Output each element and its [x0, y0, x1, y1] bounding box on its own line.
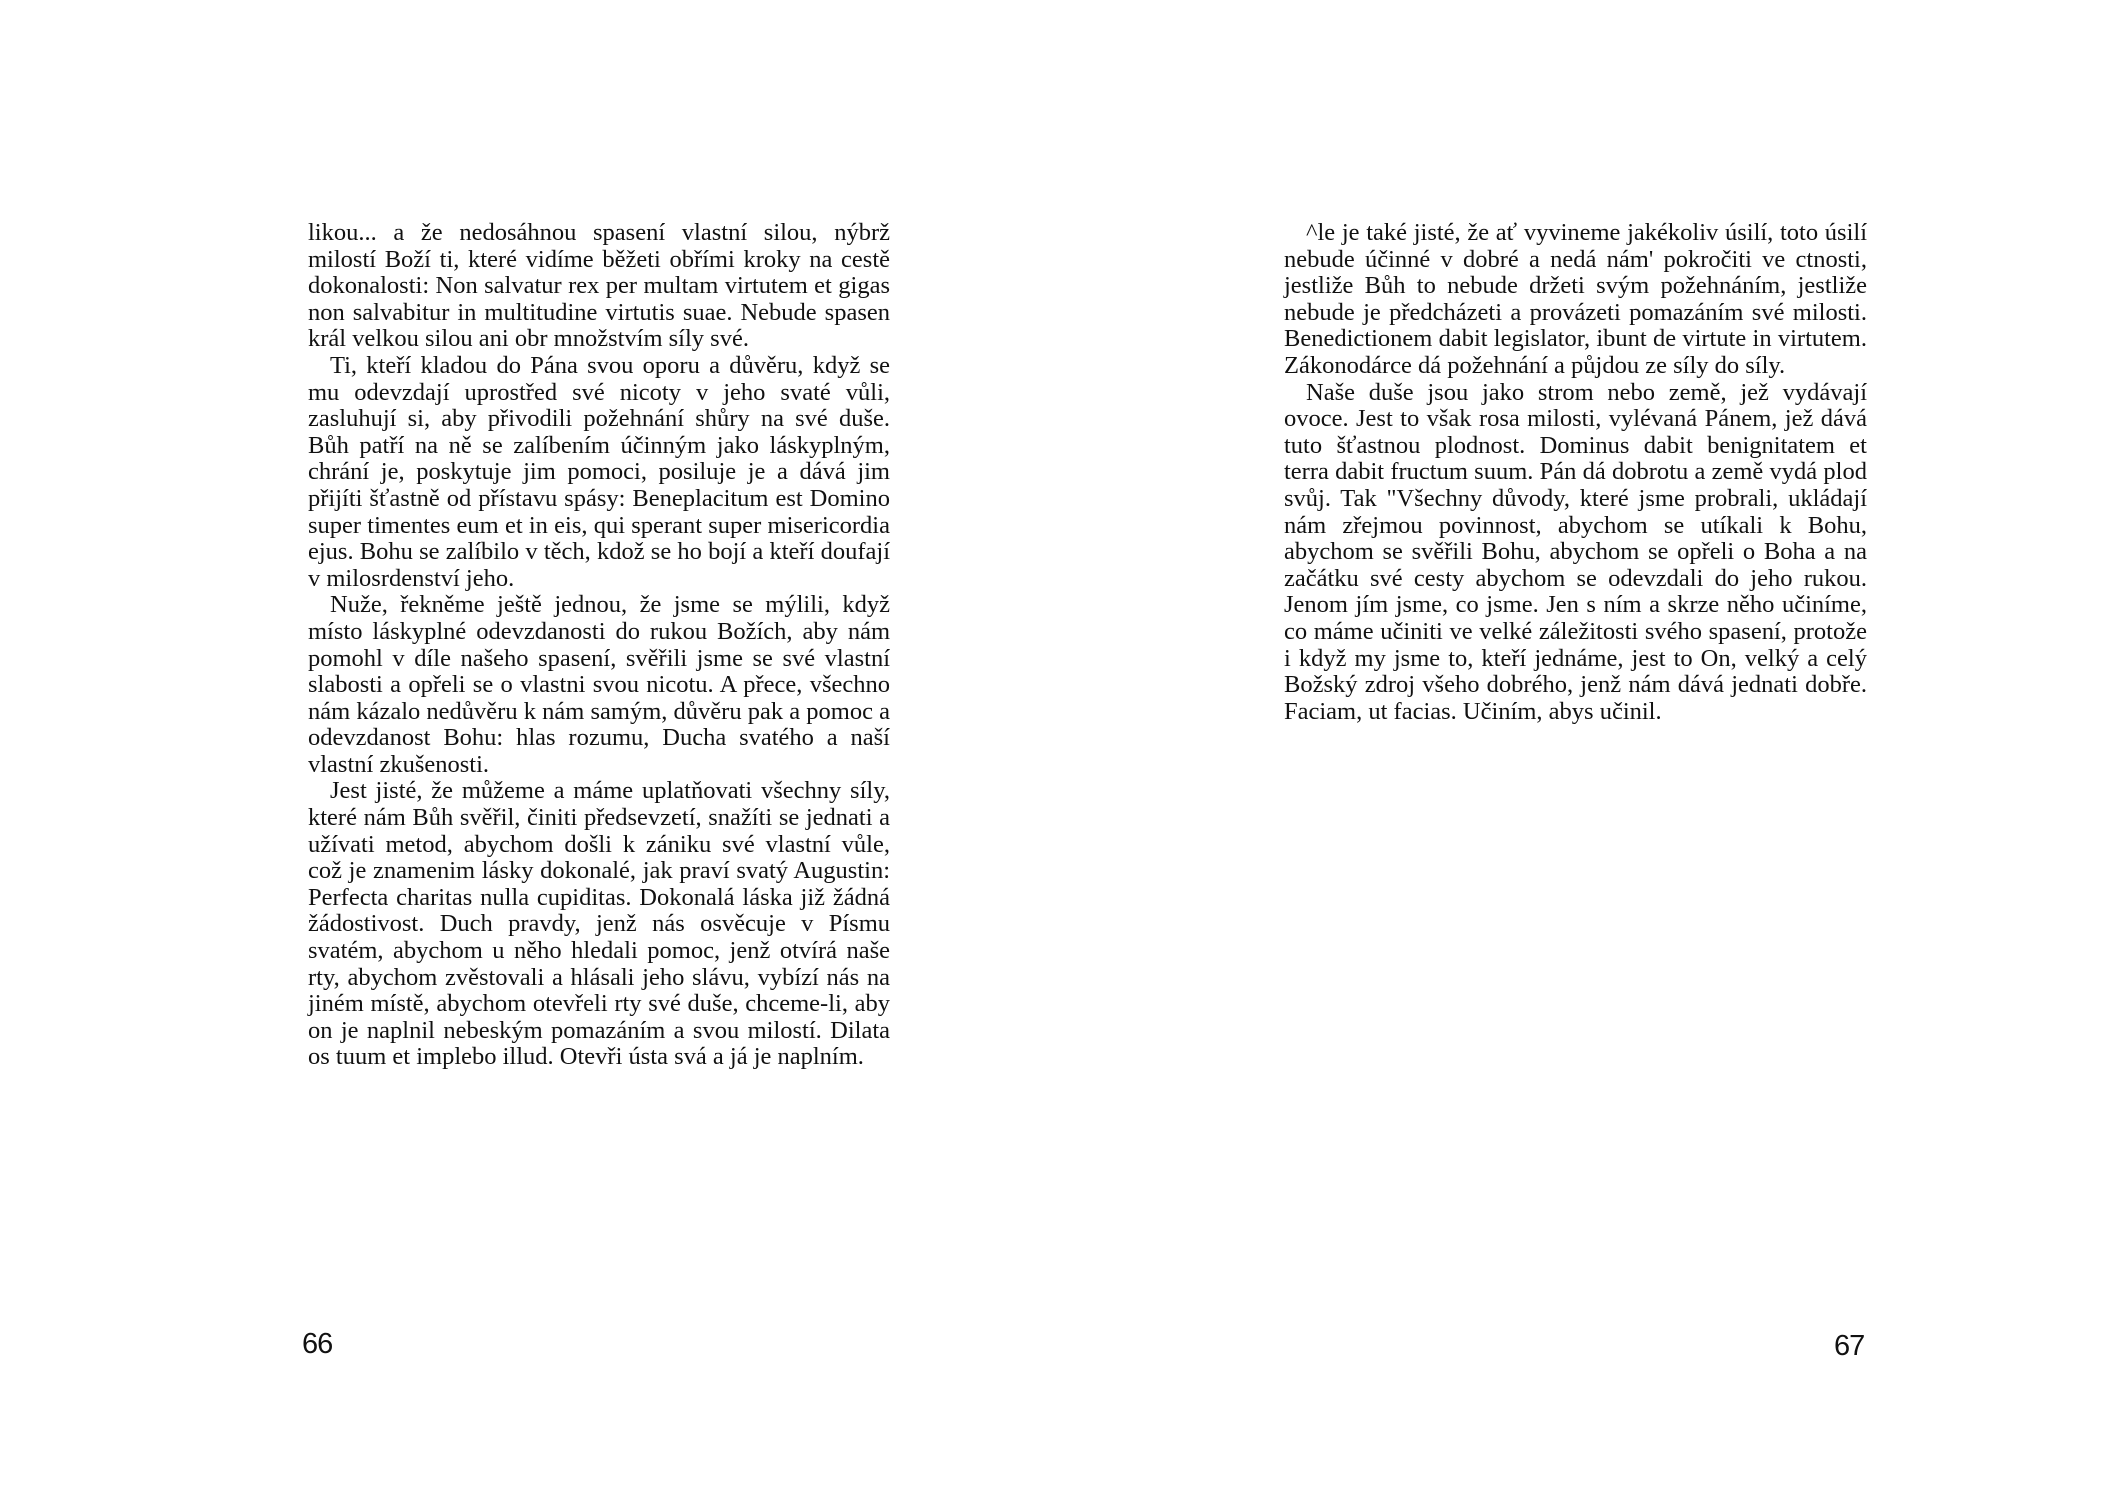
paragraph: ^le je také jisté, že ať vyvineme jakékoliv úsilí, toto úsilí nebude účinné v dobré a nedá nám' pokročiti ve ctnosti, jestliže Bůh to nebude držeti svým požehnáním, jestliže nebude je předcházeti a provázeti pomazáním své milosti. Benedictionem dabit legislator, ibunt de virtute in virtutem. Zákonodárce dá požehnání a půjdou ze síly do síly. — [1284, 219, 1867, 379]
paragraph: Naše duše jsou jako strom nebo země, jež vydávají ovoce. Jest to však rosa milosti, vylévaná Pánem, jež dává tuto šťastnou plodnost. Dominus dabit benignitatem et terra dabit fructum suum. Pán dá dobrotu a země vydá plod svůj. Tak "Všechny důvody, které jsme probrali, ukládají nám zřejmou povinnost, abychom se utíkali k Bohu, abychom se svěřili Bohu, abychom se opřeli o Boha a na začátku své cesty abychom se odevzdali do jeho rukou. Jenom jím jsme, co jsme. Jen s ním a skrze něho učiníme, co máme učiniti ve velké záležitosti svého spasení, protože i když my jsme to, kteří jednáme, jest to On, velký a celý Božský zdroj všeho dobrého, jenž nám dává jednati dobře. Faciam, ut facias. Učiním, abys učinil. — [1284, 378, 1867, 725]
paragraph: Nuže, řekněme ještě jednou, že jsme se mýlili, když místo láskyplné odevzdanosti do rukou Božích, aby nám pomohl v díle našeho spasení, svěřili jsme se své vlastní slabosti a opřeli se o vlastni svou nicotu. A přece, všechno nám kázalo nedůvěru k nám samým, důvěru pak a pomoc a odevzdanost Bohu: hlas rozumu, Ducha svatého a naší vlastní zkušenosti. — [308, 591, 890, 778]
page-number: 66 — [302, 1328, 333, 1360]
left-page-text — [308, 220, 890, 1071]
paragraph: likou... a že nedosáhnou spasení vlastní silou, nýbrž milostí Boží ti, které vidíme běžeti obřími kroky na cestě dokonalosti: Non salvatur rex per multam virtutem et gigas non salvabitur in multitudine virtutis suae. Nebude spasen král velkou silou ani obr množstvím síly své. — [308, 219, 890, 353]
paragraph: Jest jisté, že můžeme a máme uplatňovati všechny síly, které nám Bůh svěřil, činiti předsevzetí, snažíti se jednati a užívati metod, abychom došli k zániku své vlastní vůle, což je znamenim lásky dokonalé, jak praví svatý Augustin: Perfecta charitas nulla cupiditas. Dokonalá láska již žádná žádostivost. Duch pravdy, jenž nás osvěcuje v Písmu svatém, abychom u něho hledali pomoc, jenž otvírá naše rty, abychom zvěstovali a hlásali jeho slávu, vybízí nás na jiném místě, abychom otevřeli rty své duše, chceme-li, aby on je naplnil nebeským pomazáním a svou milostí. Dilata os tuum et implebo illud. Otevři ústa svá a já je naplním. — [308, 777, 890, 1071]
right-page — [1058, 0, 2116, 1500]
right-page-text — [1284, 220, 1867, 725]
paragraph: Ti, kteří kladou do Pána svou oporu a důvěru, když se mu odevzdají uprostřed své nicoty v jeho svaté vůli, zasluhují si, aby přivodili požehnání shůry na své duše. Bůh patří na ně se zalíbením účinným jako láskyplným, chrání je, poskytuje jim pomoci, posiluje je a dává jim přijíti šťastně od přístavu spásy: Beneplacitum est Domino super timentes eum et in eis, qui sperant super misericordia ejus. Bohu se zalíbilo v těch, kdož se ho bojí a kteří doufají v milosrdenství jeho. — [308, 351, 890, 592]
page-number: 67 — [1834, 1330, 1865, 1362]
